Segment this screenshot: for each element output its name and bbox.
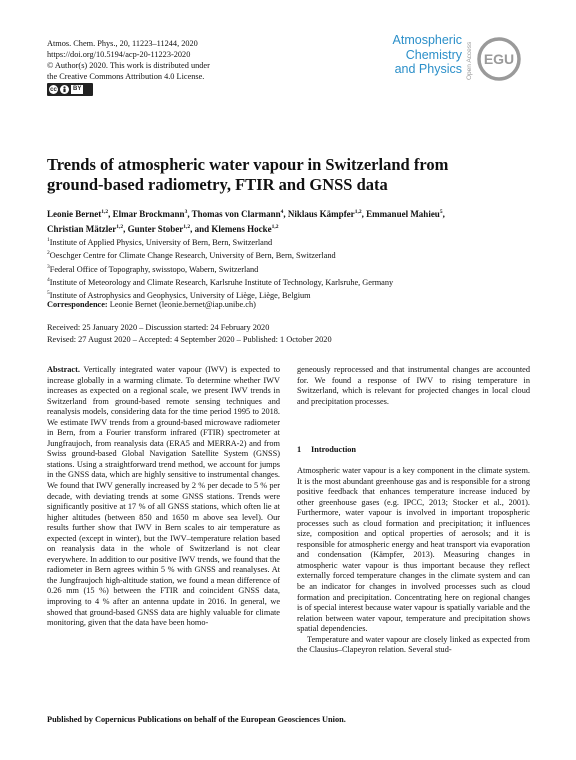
affiliation-number: 5 xyxy=(47,290,50,297)
affiliation-item xyxy=(47,248,527,261)
doi-link[interactable]: https://doi.org/10.5194/acp-20-11223-2020 xyxy=(47,50,191,59)
section-title: Introduction xyxy=(311,445,357,454)
title-line-2: ground-based radiometry, FTIR and GNSS data xyxy=(47,175,388,194)
author-line-1 xyxy=(47,206,527,221)
correspondence-label: Correspondence: xyxy=(47,300,108,309)
open-access-label xyxy=(464,33,474,81)
affiliation-text: Federal Office of Topography, swisstopo, Wabern, Switzerland xyxy=(49,264,259,274)
egu-logo-icon[interactable] xyxy=(476,36,522,82)
article-metadata xyxy=(47,38,210,82)
author-name: , Thomas von Clarmann xyxy=(187,209,281,219)
copyright: © Author(s) 2020. This work is distributed under xyxy=(47,61,210,70)
author-affil: 4 xyxy=(280,209,284,215)
affiliation-text: Oeschger Centre for Climate Change Research, University of Bern, Bern, Switzerland xyxy=(49,251,336,261)
affiliation-text: Institute of Astrophysics and Geophysics, University of Liège, Liège, Belgium xyxy=(49,290,311,300)
affiliation-text: Institute of Meteorology and Climate Research, Karlsruhe Institute of Technology, Karlsruhe, Germany xyxy=(49,277,394,287)
author-affil: 5 xyxy=(439,209,443,215)
section-number: 1 xyxy=(297,445,302,454)
affiliation-item xyxy=(47,275,527,288)
introduction-body xyxy=(297,466,530,656)
affiliation-item xyxy=(47,235,527,248)
affiliation-item xyxy=(47,262,527,275)
journal-name-line1: Atmospheric xyxy=(392,33,462,47)
author-name: , Gunter Stober xyxy=(123,223,184,234)
title-line-1: Trends of atmospheric water vapour in Switzerland from xyxy=(47,155,449,174)
affiliation-number: 4 xyxy=(47,276,50,283)
author-affil: 1,2 xyxy=(354,209,362,215)
egu-logo-text: EGU xyxy=(483,51,515,67)
cc-icon: cc xyxy=(50,86,57,93)
abstract-column xyxy=(47,365,280,629)
author-name: , Emmanuel Mahieu xyxy=(361,209,440,219)
dates-line-1: Received: 25 January 2020 – Discussion started: 24 February 2020 xyxy=(47,323,270,332)
correspondence xyxy=(47,300,256,309)
author-list xyxy=(47,206,527,235)
journal-name-line3: and Physics xyxy=(394,62,462,76)
author-name: Christian Mätzler xyxy=(47,223,117,234)
author-affil: 1,2 xyxy=(183,223,191,230)
author-affil: 1,2 xyxy=(101,209,109,215)
license-text: the Creative Commons Attribution 4.0 License. xyxy=(47,72,205,81)
open-access-text: Open Access xyxy=(466,41,473,80)
abstract-label: Abstract. xyxy=(47,365,80,374)
journal-name-line2: Chemistry xyxy=(405,47,462,62)
author-affil: 3 xyxy=(184,209,188,215)
affiliation-number: 1 xyxy=(47,237,50,243)
paper-title xyxy=(47,155,517,195)
intro-paragraph-1: Atmospheric water vapour is a key component in the climate system. It is the most abundant greenhouse gas and is responsible for a strong positive feedback that enhances temperature increase induced by other greenhouse gases (e.g. IPCC, 2013; Stocker et al., 2001). Furthermore, water vapour is involved in important tropospheric processes such as cloud formation and precipitation; it influences size, composition and optical properties of aerosols; and it is responsible for atmospheric energy and heat transport via evaporation and condensation (Kämpfer, 2013). Measuring changes in atmospheric water vapour is thus important because they reflect externally forced temperature changes in the climate system and can be an indicator for changes in involved processes such as cloud formation and precipitation. Concentrating here on regional changes is of special interest because water vapour is spatially variable and the relation between water vapour, temperature and precipitation shows spatial dependencies. xyxy=(297,466,530,634)
citation: Atmos. Chem. Phys., 20, 11223–11244, 2020 xyxy=(47,39,198,48)
author-name: , Elmar Brockmann xyxy=(108,209,185,219)
person-icon xyxy=(60,85,69,94)
by-label: BY xyxy=(73,86,82,92)
author-name: , and Klemens Hocke xyxy=(190,223,272,234)
abstract-continued: geneously reprocessed and that instrumental changes are accounted for. We found a response of IWV to rising temperature in Switzerland, which is relevant for projected changes in local cloud and precipitation processes. xyxy=(297,365,530,406)
author-affil: 1,2 xyxy=(271,223,279,230)
abstract-text: Vertically integrated water vapour (IWV) is expected to increase globally in a warming climate. To determine whether IWV increases as expected on a regional scale, we present IWV trends in Switzerland from ground-based remote sensing techniques and reanalysis models, considering data for the time period 1995 to 2018. We estimate IWV trends from a ground-based microwave radiometer in Bern, from a Fourier transform infrared (FTIR) spectrometer at Jungfraujoch, from reanalysis data (ERA5 and MERRA-2) and from Swiss ground-based Global Navigation Satellite System (GNSS) stations. Using a straightforward trend method, we account for jumps in the GNSS data, which are highly sensitive to instrumental changes. We found that IWV generally increased by 2 % per decade to 5 % per decade, with deviating trends at some GNSS stations. Trends were significantly positive at 17 % of all GNSS stations, which often lie at higher altitudes (between 850 and 1650 m above sea level). Our results further show that IWV in Bern scales to air temperature as expected (except in winter), but the IWV–temperature relation based on reanalysis data in the whole of Switzerland is not clear everywhere. In addition to our positive IWV trends, we found that the radiometer in Bern agrees within 5 % with GNSS and reanalyses. At the Jungfraujoch high-altitude station, we found a mean difference of 0.26 mm (15 %) between the FTIR and coincident GNSS data, improving to 4 % after an antenna update in 2016. In general, we showed that ground-based GNSS data are highly valuable for climate monitoring, given that the data have been homo- xyxy=(47,365,280,628)
dates-line-2: Revised: 27 August 2020 – Accepted: 4 September 2020 – Published: 1 October 2020 xyxy=(47,334,332,344)
section-heading xyxy=(297,445,356,454)
author-line-2 xyxy=(47,221,527,236)
intro-paragraph-2: Temperature and water vapour are closely linked as expected from the Clausius–Clapeyron relation. Several stud- xyxy=(297,634,530,655)
affiliation-list xyxy=(47,235,527,301)
affiliation-number: 2 xyxy=(47,250,50,257)
affiliation-number: 3 xyxy=(47,263,50,270)
author-separator: , xyxy=(442,209,445,219)
author-name: Leonie Bernet xyxy=(47,209,102,219)
journal-logo[interactable] xyxy=(370,33,462,77)
correspondence-email[interactable]: Leonie Bernet (leonie.bernet@iap.unibe.ch) xyxy=(107,300,256,309)
cc-by-license-badge[interactable] xyxy=(47,83,93,96)
publication-dates xyxy=(47,322,332,345)
author-affil: 1,2 xyxy=(116,223,124,230)
affiliation-text: Institute of Applied Physics, University of Bern, Bern, Switzerland xyxy=(49,237,273,247)
publisher-footer: Published by Copernicus Publications on behalf of the European Geosciences Union. xyxy=(47,715,346,724)
author-name: , Niklaus Kämpfer xyxy=(283,209,355,219)
